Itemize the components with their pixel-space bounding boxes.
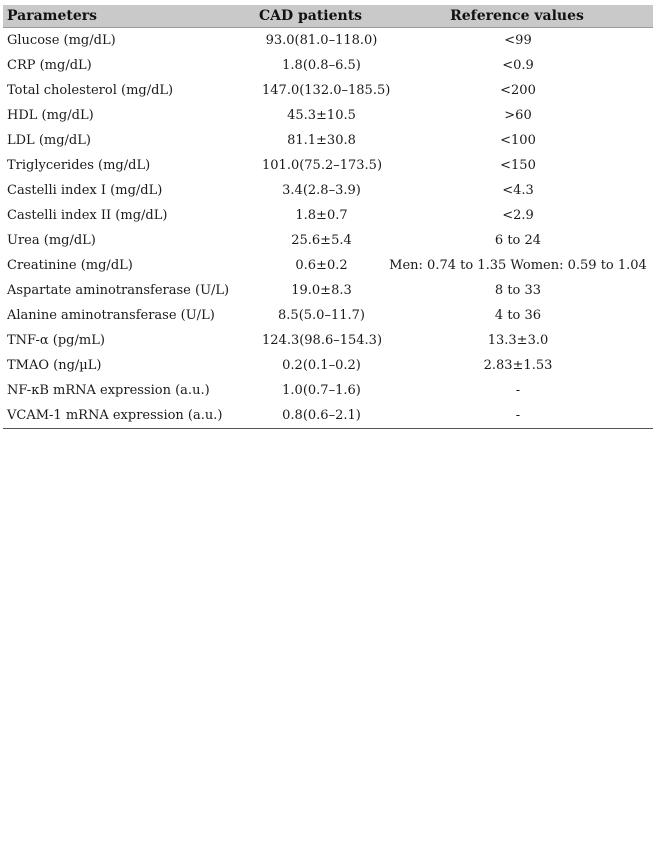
- cad-value-cell: 1.8±0.7: [295, 208, 348, 223]
- parameter-cell: HDL (mg/dL): [7, 108, 94, 123]
- table-row: [3, 28, 653, 54]
- table-body: [3, 28, 653, 429]
- parameter-cell: Creatinine (mg/dL): [7, 258, 133, 273]
- cad-value-cell: 0.8(0.6–2.1): [240, 403, 381, 429]
- table-row: [3, 178, 653, 203]
- table-row: [3, 303, 653, 328]
- parameter-cell: Triglycerides (mg/dL): [7, 158, 151, 173]
- reference-value-cell: <99: [504, 33, 532, 48]
- header-parameters: Parameters: [3, 5, 240, 28]
- parameter-cell: Glucose (mg/dL): [7, 33, 116, 48]
- cad-value-cell: 45.3±10.5: [287, 108, 356, 123]
- reference-value-cell: <4.3: [502, 183, 534, 198]
- parameter-cell: TMAO (ng/µL): [7, 358, 102, 373]
- table-row: [3, 403, 653, 429]
- cad-value-cell: 124.3(98.6–154.3): [262, 333, 383, 348]
- reference-value-cell: -: [515, 383, 521, 398]
- parameter-cell: Alanine aminotransferase (U/L): [7, 308, 215, 323]
- parameter-cell: Castelli index I (mg/dL): [7, 183, 163, 198]
- reference-value-cell: <150: [500, 158, 536, 173]
- cad-value-cell: 8.5(5.0–11.7): [278, 308, 365, 323]
- cad-value-cell: 101.0(75.2–173.5): [262, 158, 383, 173]
- cad-value-cell: 1.0(0.7–1.6): [282, 383, 361, 398]
- cad-value-cell: 147.0(132.0–185.5): [262, 83, 391, 98]
- table-row: [3, 153, 653, 178]
- table-row: [3, 328, 653, 353]
- cad-value-cell: 0.2(0.1–0.2): [282, 358, 361, 373]
- parameter-cell: NF-κB mRNA expression (a.u.): [7, 383, 210, 398]
- table-row: [3, 53, 653, 78]
- reference-value-cell: <100: [500, 133, 536, 148]
- parameter-cell: TNF-α (pg/mL): [7, 333, 105, 348]
- cad-value-cell: 81.1±30.8: [287, 133, 356, 148]
- table-row: [3, 253, 653, 278]
- parameter-cell: VCAM-1 mRNA expression (a.u.): [3, 403, 240, 429]
- reference-value-cell: 13.3±3.0: [487, 333, 549, 348]
- cad-value-cell: 0.6±0.2: [295, 258, 348, 273]
- parameter-cell: CRP (mg/dL): [7, 58, 92, 73]
- reference-value-cell: >60: [504, 108, 532, 123]
- header-reference-values: Reference values: [381, 5, 653, 28]
- reference-value-cell: 2.83±1.53: [483, 358, 553, 373]
- reference-value-cell: Men: 0.74 to 1.35 Women: 0.59 to 1.04: [389, 258, 647, 273]
- reference-value-cell: -: [381, 403, 653, 429]
- parameters-table: [3, 5, 653, 429]
- table-row: [3, 128, 653, 153]
- cad-value-cell: 19.0±8.3: [291, 283, 352, 298]
- table-header-row: [3, 5, 653, 28]
- cad-value-cell: 3.4(2.8–3.9): [282, 183, 361, 198]
- parameter-cell: Total cholesterol (mg/dL): [7, 83, 174, 98]
- header-cad-patients: CAD patients: [240, 5, 381, 28]
- table-row: [3, 353, 653, 378]
- reference-value-cell: 4 to 36: [494, 308, 542, 323]
- parameter-cell: LDL (mg/dL): [7, 133, 91, 148]
- cad-value-cell: 93.0(81.0–118.0): [265, 33, 378, 48]
- table-row: [3, 278, 653, 303]
- reference-value-cell: <0.9: [502, 58, 534, 73]
- table-row: [3, 378, 653, 403]
- parameter-cell: Urea (mg/dL): [7, 233, 96, 248]
- reference-value-cell: 6 to 24: [494, 233, 542, 248]
- table-row: [3, 103, 653, 128]
- parameter-cell: Aspartate aminotransferase (U/L): [7, 283, 230, 298]
- table-row: [3, 228, 653, 253]
- reference-value-cell: <2.9: [502, 208, 534, 223]
- reference-value-cell: <200: [500, 83, 536, 98]
- reference-value-cell: 8 to 33: [494, 283, 542, 298]
- cad-value-cell: 1.8(0.8–6.5): [282, 58, 361, 73]
- parameter-cell: Castelli index II (mg/dL): [7, 208, 168, 223]
- table-row: [3, 203, 653, 228]
- table-row: [3, 78, 653, 103]
- cad-value-cell: 25.6±5.4: [291, 233, 352, 248]
